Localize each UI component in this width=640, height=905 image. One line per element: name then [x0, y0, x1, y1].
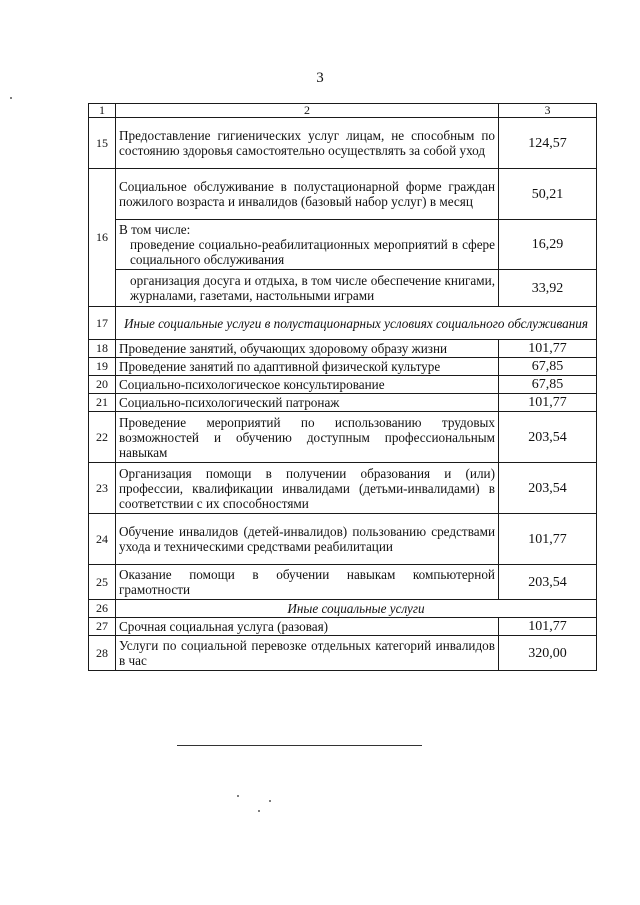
row-number: 18 — [89, 340, 116, 358]
row-number: 25 — [89, 565, 116, 600]
table-row — [89, 394, 597, 412]
row-price: 16,29 — [499, 220, 597, 270]
services-price-table — [88, 103, 597, 671]
scan-speck — [258, 810, 260, 812]
row-price: 101,77 — [499, 514, 597, 565]
table-row — [89, 270, 597, 307]
row-number: 27 — [89, 618, 116, 636]
row-price: 203,54 — [499, 412, 597, 463]
row-description: Проведение мероприятий по использованию трудовых возможностей и обучению доступным профессиональным навыкам — [116, 412, 499, 463]
row-description: Социально-психологическое консультирование — [116, 376, 499, 394]
table-row — [89, 565, 597, 600]
scan-speck — [237, 795, 239, 797]
subheading-in-that-number: В том числе: — [119, 222, 191, 237]
scan-speck — [269, 800, 271, 802]
row-description: Оказание помощи в обучении навыкам компьютерной грамотности — [116, 565, 499, 600]
table-row — [89, 358, 597, 376]
table-row — [89, 636, 597, 671]
row-price: 101,77 — [499, 394, 597, 412]
table-row — [89, 376, 597, 394]
row-price: 33,92 — [499, 270, 597, 307]
row-number: 19 — [89, 358, 116, 376]
closing-rule-line — [177, 745, 422, 746]
table-row — [89, 618, 597, 636]
row-description: Проведение занятий по адаптивной физической культуре — [116, 358, 499, 376]
header-col-price: 3 — [499, 104, 597, 118]
section-heading: Иные социальные услуги — [116, 600, 597, 618]
row-number: 22 — [89, 412, 116, 463]
row-description: Социально-психологический патронаж — [116, 394, 499, 412]
row-number: 17 — [89, 307, 116, 340]
row-number: 24 — [89, 514, 116, 565]
table-header-row — [89, 104, 597, 118]
row-number: 23 — [89, 463, 116, 514]
row-description: Предоставление гигиенических услуг лицам, не способным по состоянию здоровья самостоятельно осуществлять за собой уход — [116, 118, 499, 169]
row-description: Срочная социальная услуга (разовая) — [116, 618, 499, 636]
row-price: 67,85 — [499, 376, 597, 394]
row-price: 67,85 — [499, 358, 597, 376]
row-number: 28 — [89, 636, 116, 671]
row-number: 21 — [89, 394, 116, 412]
table-row — [89, 463, 597, 514]
row-price: 320,00 — [499, 636, 597, 671]
row-description: Социальное обслуживание в полустационарной форме граждан пожилого возраста и инвалидов (базовый набор услуг) в месяц — [116, 169, 499, 220]
table-row — [89, 169, 597, 220]
table-row — [89, 340, 597, 358]
table-row — [89, 307, 597, 340]
row-description — [116, 220, 499, 270]
header-col-description: 2 — [116, 104, 499, 118]
table-row — [89, 220, 597, 270]
page-number: 3 — [316, 70, 324, 86]
row-number: 16 — [89, 169, 116, 307]
row-number: 20 — [89, 376, 116, 394]
row-number: 26 — [89, 600, 116, 618]
scan-speck — [10, 97, 12, 99]
row-number: 15 — [89, 118, 116, 169]
table-row — [89, 412, 597, 463]
header-col-number: 1 — [89, 104, 116, 118]
row-description: Проведение занятий, обучающих здоровому образу жизни — [116, 340, 499, 358]
table-row — [89, 514, 597, 565]
row-description: организация досуга и отдыха, в том числе обеспечение книгами, журналами, газетами, настольными играми — [116, 270, 499, 307]
row-price: 101,77 — [499, 618, 597, 636]
row-price: 203,54 — [499, 463, 597, 514]
table-row — [89, 118, 597, 169]
row-price: 101,77 — [499, 340, 597, 358]
section-heading: Иные социальные услуги в полустационарных условиях социального обслуживания — [116, 307, 597, 340]
row-price: 203,54 — [499, 565, 597, 600]
row-price: 124,57 — [499, 118, 597, 169]
row-description: Организация помощи в получении образования и (или) профессии, квалификации инвалидами (детьми-инвалидами) в соответствии с их способностями — [116, 463, 499, 514]
row-description: Услуги по социальной перевозке отдельных категорий инвалидов в час — [116, 636, 499, 671]
sub-item-description: проведение социально-реабилитационных мероприятий в сфере социального обслуживания — [130, 237, 495, 267]
table-row — [89, 600, 597, 618]
row-price: 50,21 — [499, 169, 597, 220]
row-description: Обучение инвалидов (детей-инвалидов) пользованию средствами ухода и техническими средствами реабилитации — [116, 514, 499, 565]
